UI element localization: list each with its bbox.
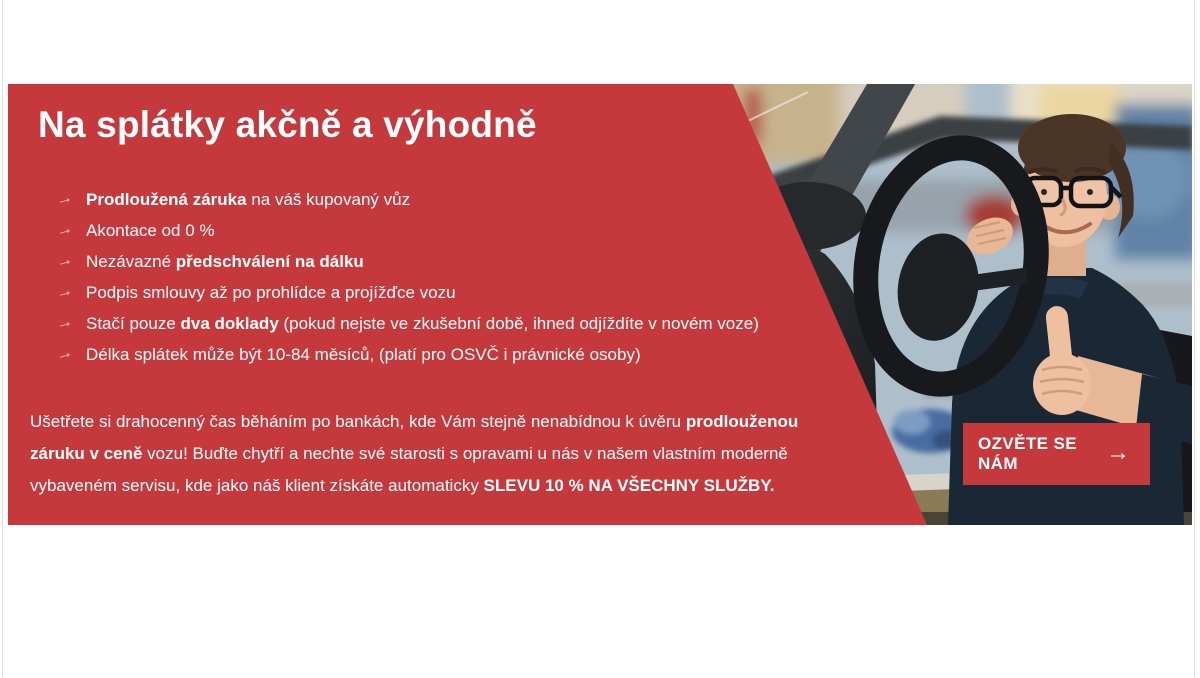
benefit-text: Nezávazné předschválení na dálku (86, 252, 364, 271)
arrow-right-icon: → (53, 342, 75, 365)
cta-label: OZVĚTE SE NÁM (978, 434, 1078, 473)
arrow-right-icon: → (53, 218, 75, 241)
banner-title: Na splátky akčně a výhodně (38, 104, 537, 145)
benefit-item (53, 311, 759, 334)
benefit-text: Stačí pouze dva doklady (pokud nejste ve zkušební době, ihned odjíždíte v novém voze) (86, 314, 759, 333)
arrow-right-icon: → (53, 280, 75, 303)
benefit-item (53, 342, 759, 365)
benefit-text: Délka splátek může být 10-84 měsíců, (platí pro OSVČ i právnické osoby) (86, 345, 641, 364)
benefit-text: Podpis smlouvy až po prohlídce a projížďce vozu (86, 283, 456, 302)
arrow-right-icon: → (53, 311, 75, 334)
benefits-list (53, 187, 759, 376)
benefit-item (53, 280, 759, 303)
arrow-right-icon: → (1106, 439, 1130, 466)
benefit-text: Prodloužená záruka na váš kupovaný vůz (86, 190, 411, 209)
arrow-right-icon: → (53, 187, 75, 210)
benefit-item (53, 187, 759, 210)
arrow-right-icon: → (53, 249, 75, 272)
promo-banner (8, 84, 1192, 525)
contact-cta-button[interactable] (963, 423, 1150, 485)
benefit-item (53, 249, 759, 272)
benefit-text: Akontace od 0 % (86, 221, 215, 240)
banner-paragraph: Ušetřete si drahocenný čas běháním po bankách, kde Vám stejně nenabídnou k úvěru prodlouženou záruku v ceně vozu! Buďte chytří a nechte své starosti s opravami u nás v našem vlastním moderně vybaveném servisu, kde jako náš klient získáte automaticky SLEVU 10 % NA VŠECHNY SLUŽBY. (30, 412, 799, 495)
benefit-item (53, 218, 759, 241)
